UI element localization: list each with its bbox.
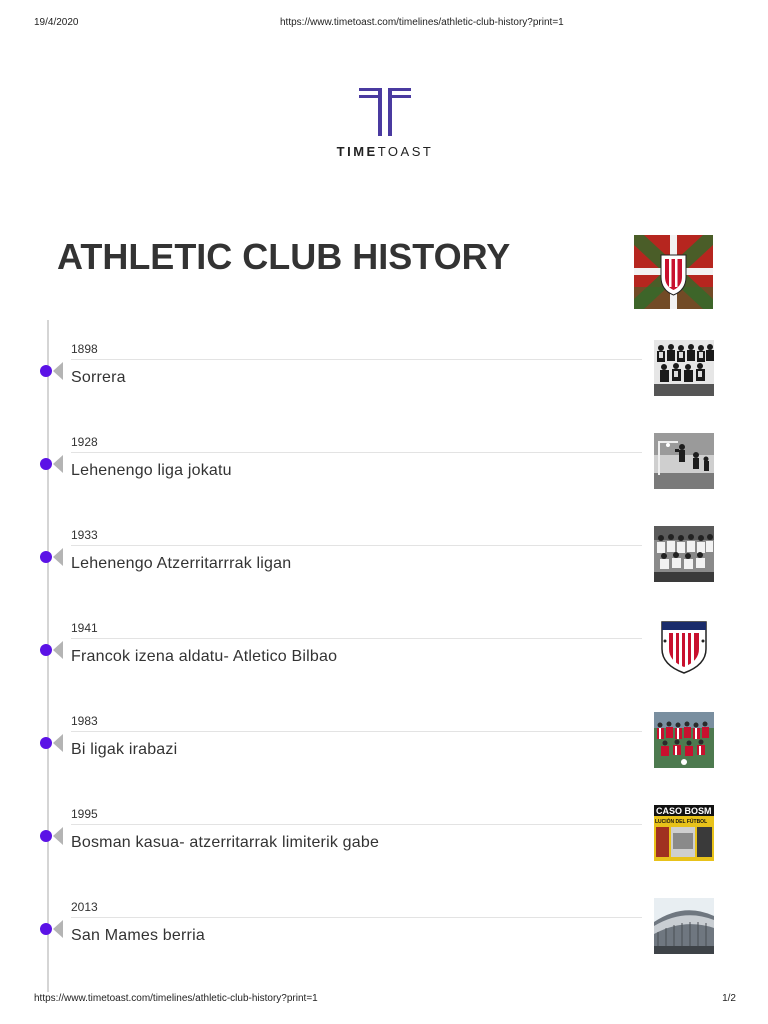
timeline-event[interactable] xyxy=(38,805,718,885)
basque-flag-crest-image xyxy=(634,235,713,309)
footer-url: https://www.timetoast.com/timelines/athletic-club-history?print=1 xyxy=(34,993,318,1004)
event-date: 1983 xyxy=(71,714,98,728)
print-date: 19/4/2020 xyxy=(34,17,79,28)
logo-word-bold: TIME xyxy=(336,144,378,159)
timeline-dot xyxy=(40,830,52,842)
timeline-pointer-icon xyxy=(53,362,63,380)
print-url: https://www.timetoast.com/timelines/athletic-club-history?print=1 xyxy=(280,17,564,28)
event-date: 1933 xyxy=(71,528,98,542)
timeline-event[interactable] xyxy=(38,898,718,978)
logo-wordmark xyxy=(334,144,436,159)
timeline-pointer-icon xyxy=(53,641,63,659)
timeline-event[interactable] xyxy=(38,712,718,792)
event-title: San Mames berria xyxy=(71,927,205,944)
timetoast-logo[interactable] xyxy=(334,86,436,160)
timeline-dot xyxy=(40,644,52,656)
event-date: 1928 xyxy=(71,435,98,449)
timeline-pointer-icon xyxy=(53,827,63,845)
event-divider xyxy=(71,452,642,453)
stadium-image xyxy=(654,898,714,954)
event-title: Bi ligak irabazi xyxy=(71,741,178,758)
event-title: Francok izena aldatu- Atletico Bilbao xyxy=(71,648,338,665)
event-title: Bosman kasua- atzerritarrak limiterik gabe xyxy=(71,834,380,851)
event-title: Lehenengo Atzerritarrrak ligan xyxy=(71,555,292,572)
timeline-dot xyxy=(40,458,52,470)
timeline-event[interactable] xyxy=(38,619,718,699)
magazine-subheadline: LUCIÓN DEL FÚTBOL xyxy=(655,819,708,825)
atletico-bilbao-crest-image xyxy=(654,619,714,675)
timetoast-logo-icon xyxy=(359,86,411,136)
timeline-event[interactable] xyxy=(38,526,718,606)
team-photo-bw-image xyxy=(654,526,714,582)
event-divider xyxy=(71,824,642,825)
goalkeeper-match-photo-image xyxy=(654,433,714,489)
event-divider xyxy=(71,638,642,639)
timeline-dot xyxy=(40,923,52,935)
timeline-pointer-icon xyxy=(53,920,63,938)
caso-bosman-magazine-image xyxy=(654,805,714,861)
timeline-pointer-icon xyxy=(53,455,63,473)
event-date: 1995 xyxy=(71,807,98,821)
event-title: Lehenengo liga jokatu xyxy=(71,462,232,479)
timeline-dot xyxy=(40,551,52,563)
team-celebration-color-image xyxy=(654,712,714,768)
page-title: ATHLETIC CLUB HISTORY xyxy=(57,236,511,277)
event-title: Sorrera xyxy=(71,369,126,386)
event-date: 1941 xyxy=(71,621,98,635)
timeline-pointer-icon xyxy=(53,734,63,752)
timeline-dot xyxy=(40,365,52,377)
logo-word-regular: TOAST xyxy=(377,144,434,159)
timeline-event[interactable] xyxy=(38,340,718,420)
timeline-event[interactable] xyxy=(38,433,718,513)
event-divider xyxy=(71,917,642,918)
event-date: 1898 xyxy=(71,342,98,356)
magazine-headline: CASO BOSM xyxy=(656,806,712,816)
event-divider xyxy=(71,359,642,360)
timeline-dot xyxy=(40,737,52,749)
event-divider xyxy=(71,731,642,732)
event-date: 2013 xyxy=(71,900,98,914)
page-number: 1/2 xyxy=(722,993,736,1004)
team-photo-bw-image xyxy=(654,340,714,396)
event-divider xyxy=(71,545,642,546)
timeline-pointer-icon xyxy=(53,548,63,566)
